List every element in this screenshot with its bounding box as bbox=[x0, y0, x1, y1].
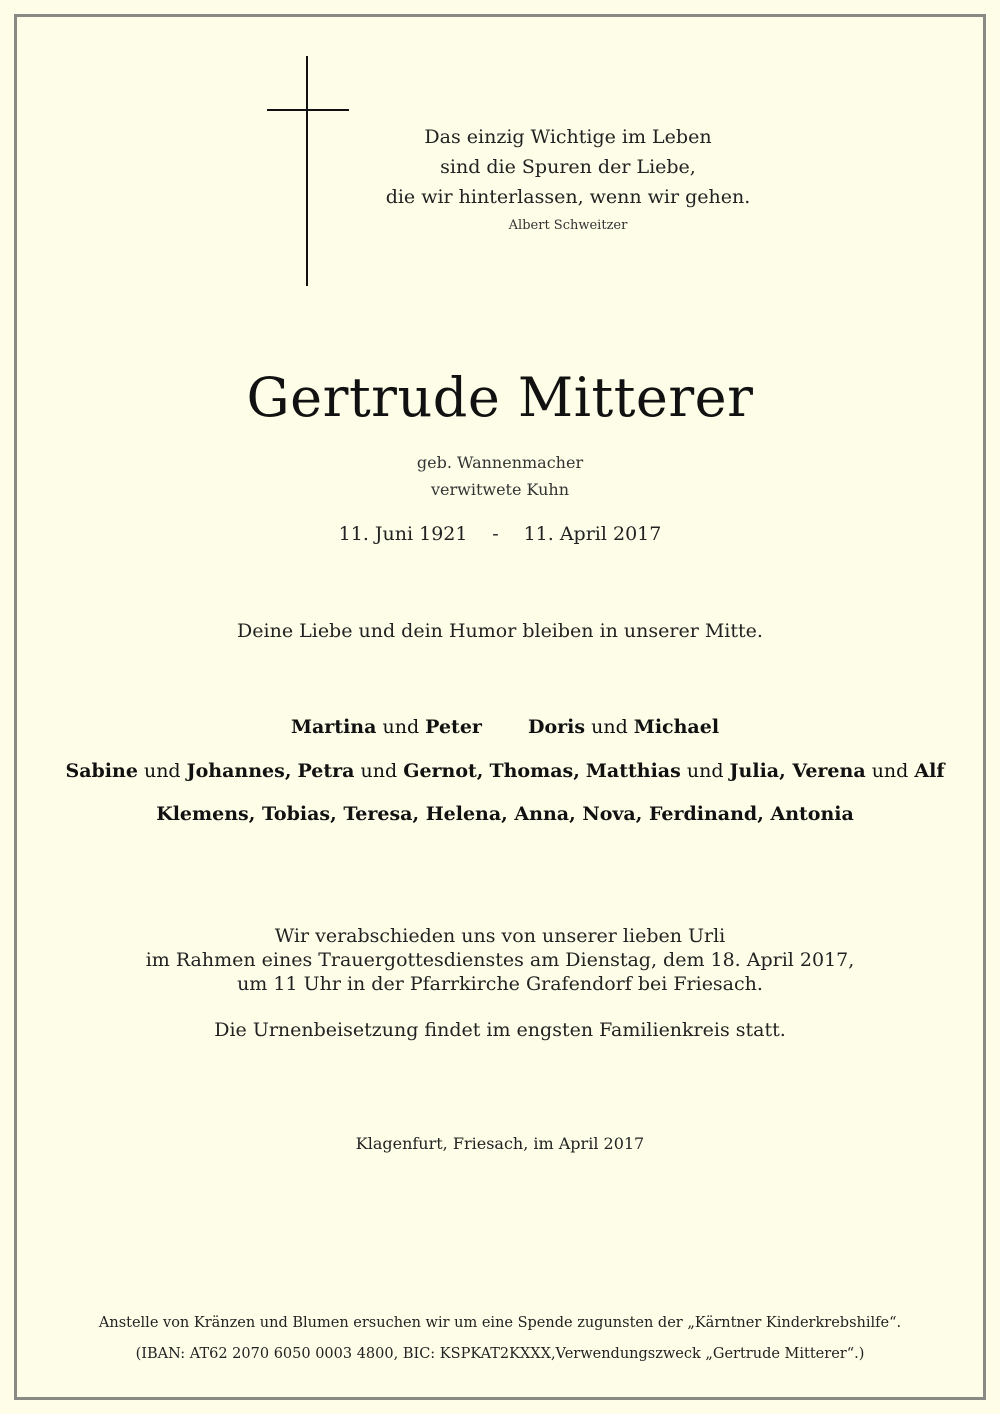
date-separator: - bbox=[492, 523, 499, 545]
conjunction: und bbox=[360, 760, 398, 782]
family-row-grandchildren bbox=[0, 760, 1000, 782]
farewell-line: im Rahmen eines Trauergottesdienstes am Dienstag, dem 18. April 2017, bbox=[145, 949, 855, 971]
donation-note bbox=[0, 1308, 1000, 1370]
conjunction: und bbox=[382, 716, 420, 738]
life-dates bbox=[0, 523, 1000, 545]
family-member: Martina bbox=[290, 716, 377, 738]
family-member: Matthias bbox=[585, 760, 681, 782]
cross-horizontal-bar bbox=[267, 109, 349, 111]
donation-line: Anstelle von Kränzen und Blumen ersuchen wir um eine Spende zugunsten der „Kärntner Kinderkrebshilfe“. bbox=[98, 1315, 902, 1331]
conjunction: und bbox=[591, 716, 628, 738]
urn-burial-note: Die Urnenbeisetzung findet im engsten Familienkreis statt. bbox=[214, 1019, 786, 1041]
family-member: Alf bbox=[914, 760, 945, 782]
birth-date: 11. Juni 1921 bbox=[338, 523, 468, 545]
quote-line: die wir hinterlassen, wenn wir gehen. bbox=[385, 186, 751, 208]
farewell-announcement bbox=[0, 924, 1000, 996]
quote-line: sind die Spuren der Liebe, bbox=[440, 156, 696, 178]
cross-vertical-bar bbox=[306, 56, 308, 286]
name-details bbox=[0, 449, 1000, 503]
family-member: Sabine bbox=[65, 760, 138, 782]
family-row-children bbox=[0, 716, 1000, 738]
birth-name: geb. Wannenmacher bbox=[416, 453, 584, 472]
death-date: 11. April 2017 bbox=[523, 523, 662, 545]
quote-line: Das einzig Wichtige im Leben bbox=[424, 126, 712, 148]
farewell-line: Wir verabschieden uns von unserer lieben Urli bbox=[274, 925, 726, 947]
family-member-list: Klemens, Tobias, Teresa, Helena, Anna, Nova, Ferdinand, Antonia bbox=[156, 803, 854, 825]
deceased-name: Gertrude Mitterer bbox=[246, 366, 754, 429]
family-member: Johannes, bbox=[186, 760, 292, 782]
donation-bank-details: (IBAN: AT62 2070 6050 0003 4800, BIC: KSPKAT2KXXX,Verwendungszweck „Gertrude Mitterer“.) bbox=[135, 1346, 865, 1362]
family-member: Petra bbox=[297, 760, 355, 782]
place-date: Klagenfurt, Friesach, im April 2017 bbox=[355, 1134, 645, 1153]
family-member: Thomas, bbox=[489, 760, 580, 782]
conjunction: und bbox=[871, 760, 909, 782]
family-member: Peter bbox=[425, 716, 482, 738]
widowed-name: verwitwete Kuhn bbox=[430, 480, 570, 499]
family-row-great-grandchildren bbox=[0, 803, 1000, 825]
conjunction: und bbox=[143, 760, 181, 782]
family-member: Gernot, bbox=[403, 760, 484, 782]
family-member: Doris bbox=[527, 716, 586, 738]
quote-author: Albert Schweitzer bbox=[508, 218, 628, 233]
conjunction: und bbox=[686, 760, 724, 782]
farewell-line: um 11 Uhr in der Pfarrkirche Grafendorf bei Friesach. bbox=[237, 973, 763, 995]
motto: Deine Liebe und dein Humor bleiben in unserer Mitte. bbox=[237, 620, 763, 642]
family-member: Michael bbox=[633, 716, 720, 738]
quote-block bbox=[368, 122, 768, 233]
family-member: Julia, Verena bbox=[729, 760, 866, 782]
